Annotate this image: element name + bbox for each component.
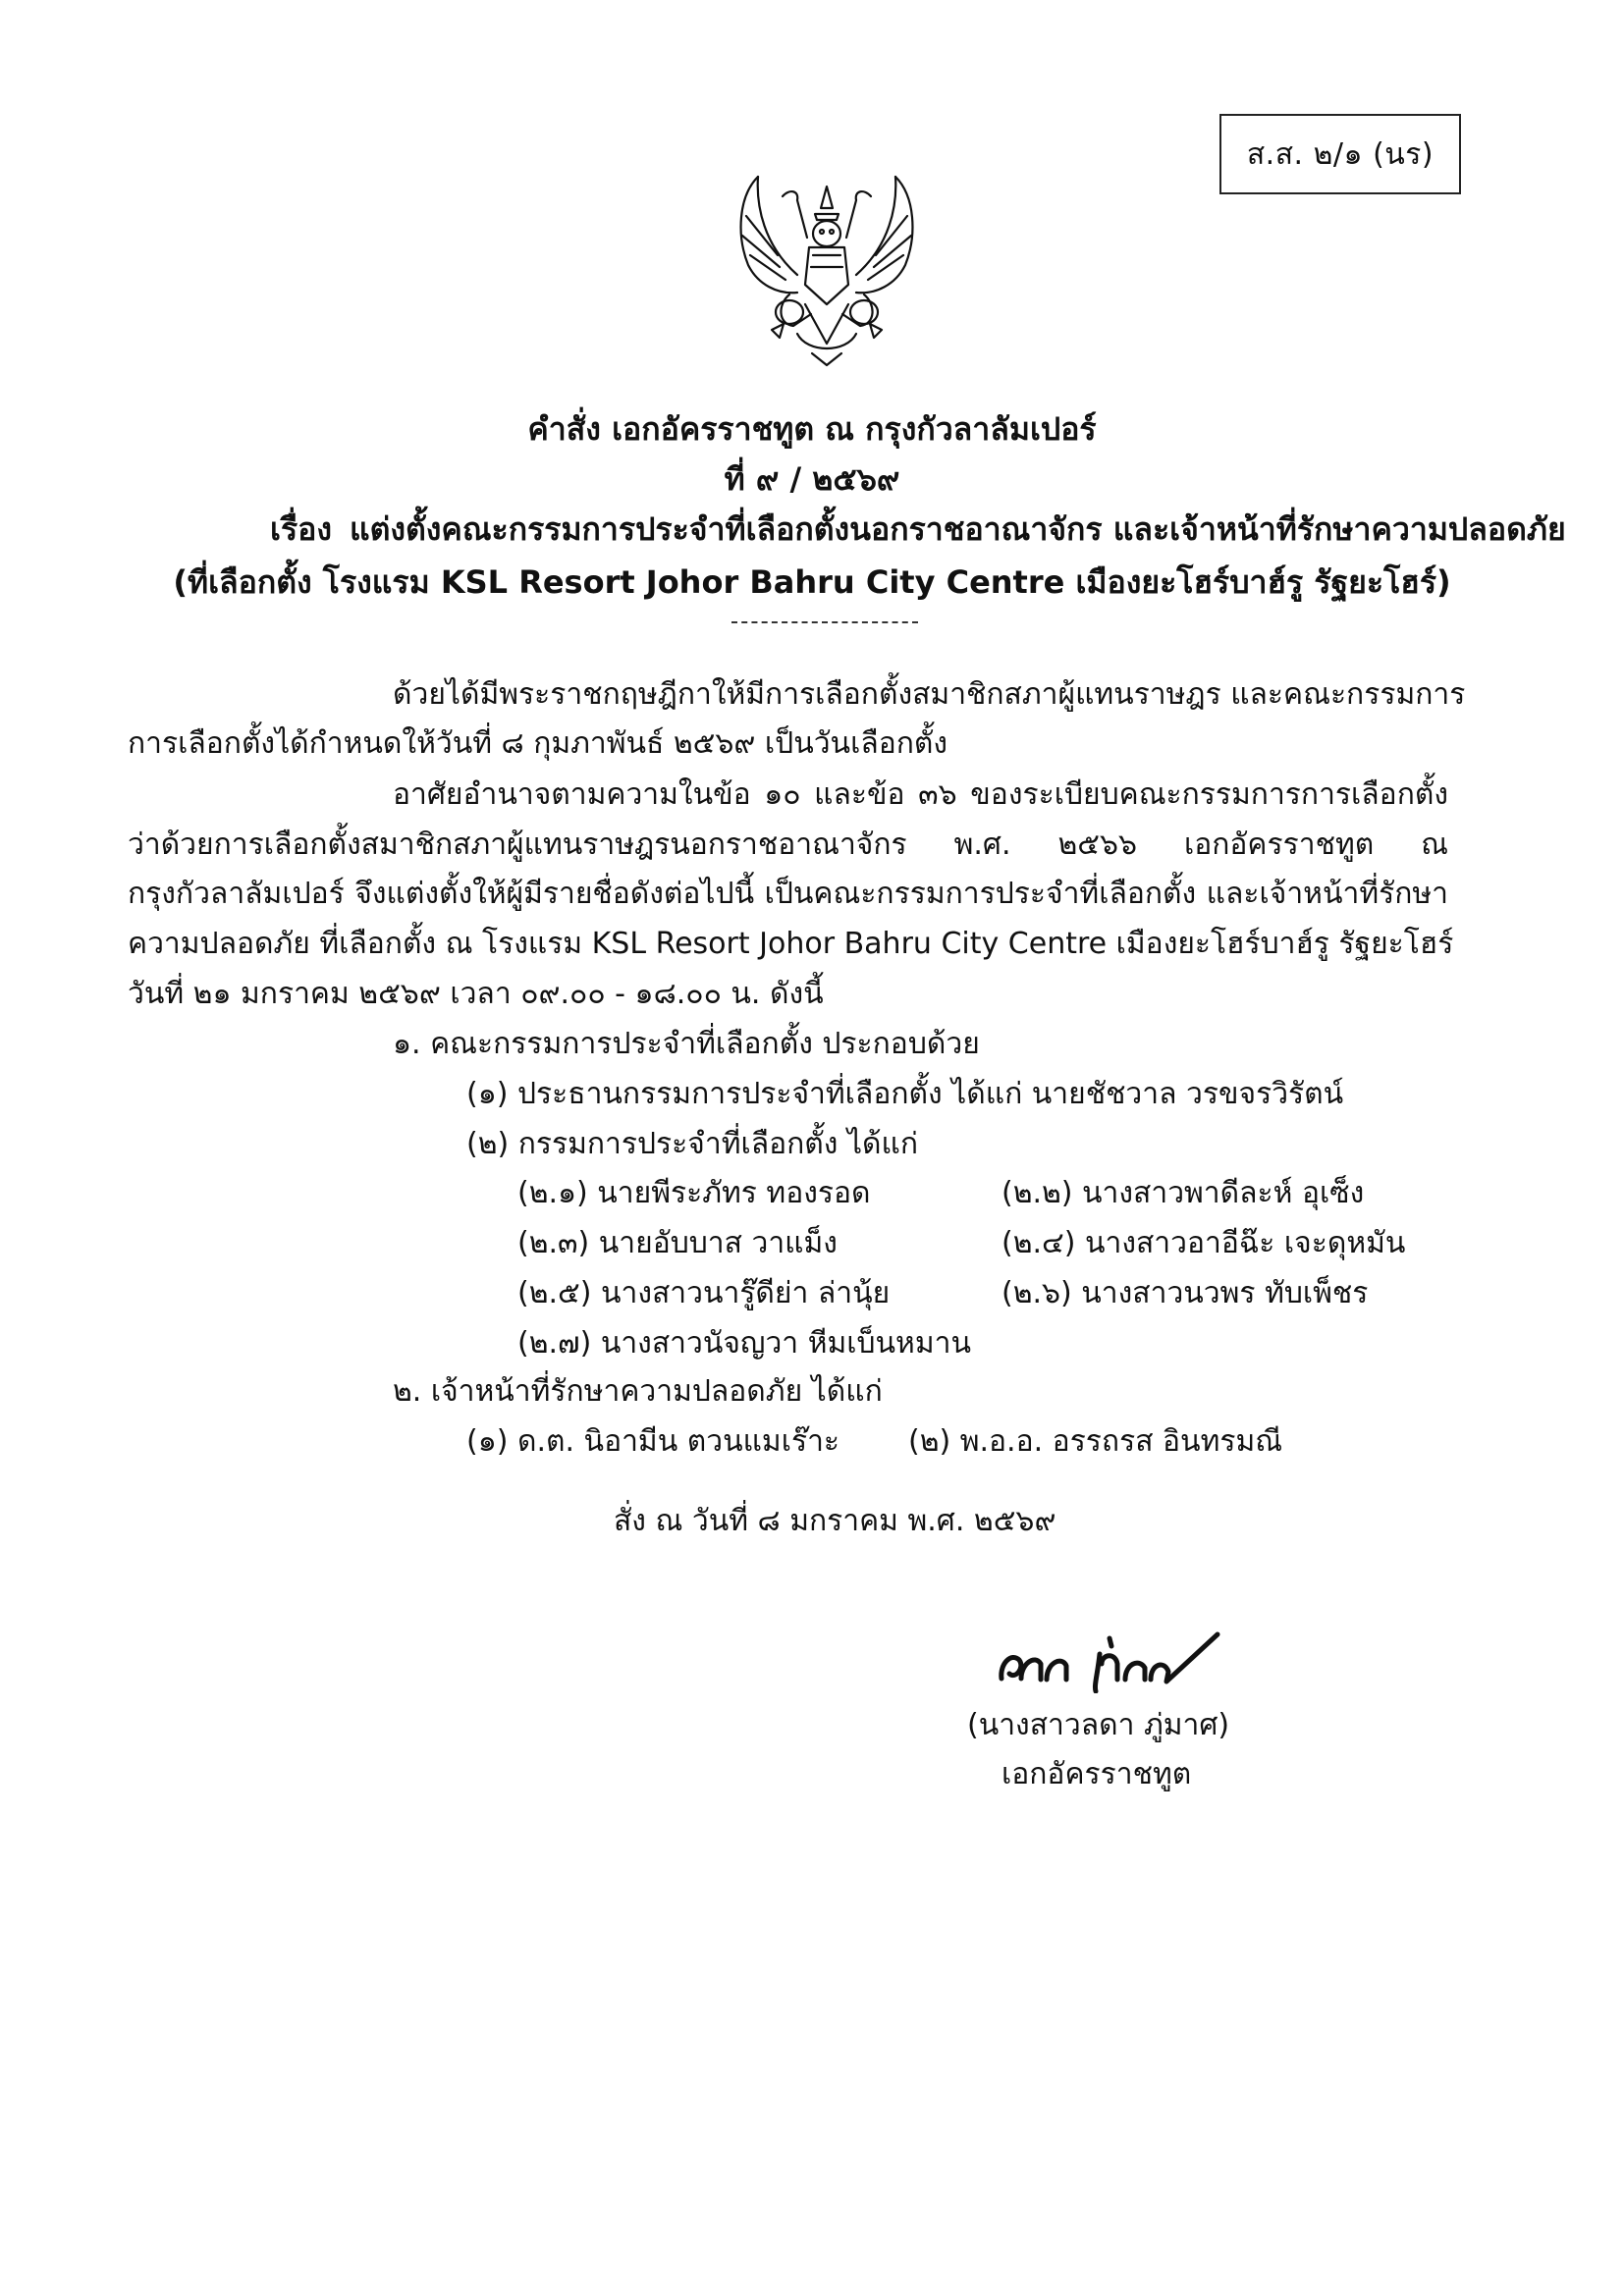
header-divider (731, 621, 918, 623)
officer-2: (๒) พ.อ.อ. อรรถรส อินทรมณี (908, 1424, 1283, 1459)
section1-heading: ๑. คณะกรรมการประจำที่เลือกตั้ง ประกอบด้วย (393, 1027, 980, 1061)
subject-label: เรื่อง (270, 510, 332, 548)
member-2-3: (๒.๓) นายอับบาส วาแม็ง (517, 1226, 838, 1260)
subject-line (270, 505, 1566, 555)
garuda-emblem-icon (729, 157, 925, 373)
signer-title: เอกอัครราชทูต (1001, 1757, 1192, 1791)
signature-icon (992, 1625, 1227, 1693)
para2-line3: กรุงกัวลาลัมเปอร์ จึงแต่งตั้งให้ผู้มีรายชื่อดังต่อไปนี้ เป็นคณะกรรมการประจำที่เลือกตั้ง และเจ้าหน้าที่รักษา (128, 877, 1448, 911)
para2-line5: วันที่ ๒๑ มกราคม ๒๕๖๙ เวลา ๐๙.๐๐ - ๑๘.๐๐ น. ดังนี้ (128, 977, 824, 1011)
form-code: ส.ส. ๒/๑ (นร) (1246, 136, 1435, 172)
member-2-4: (๒.๔) นางสาวอาอีฉ๊ะ เจะดุหมัน (1001, 1226, 1406, 1260)
subject-text: แต่งตั้งคณะกรรมการประจำที่เลือกตั้งนอกราชอาณาจักร และเจ้าหน้าที่รักษาความปลอดภัย (349, 510, 1566, 548)
signer-name: (นางสาวลดา ภู่มาศ) (967, 1708, 1230, 1742)
para2-line1: อาศัยอำนาจตามความในข้อ ๑๐ และข้อ ๓๖ ของระเบียบคณะกรรมการการเลือกตั้ง (393, 777, 1448, 812)
member-2-1: (๒.๑) นายพีระภัทร ทองรอด (517, 1176, 871, 1210)
officer-1: (๑) ด.ต. นิอามีน ตวนแมเร๊าะ (466, 1424, 840, 1459)
para2-line2: ว่าด้วยการเลือกตั้งสมาชิกสภาผู้แทนราษฎรนอกราชอาณาจักร พ.ศ. ๒๕๖๖ เอกอัครราชทูต ณ (128, 828, 1448, 862)
para1-line2: การเลือกตั้งได้กำหนดให้วันที่ ๘ กุมภาพันธ์ ๒๕๖๙ เป็นวันเลือกตั้ง (128, 726, 948, 761)
para1-line1: ด้วยได้มีพระราชกฤษฎีกาให้มีการเลือกตั้งสมาชิกสภาผู้แทนราษฎร และคณะกรรมการ (393, 677, 1466, 712)
member-2-7: (๒.๗) นางสาวนัจญวา หีมเบ็นหมาน (517, 1326, 971, 1361)
para2-line4: ความปลอดภัย ที่เลือกตั้ง ณ โรงแรม KSL Resort Johor Bahru City Centre เมืองยะโฮร์บาฮ์รู รัฐยะโฮร์ (128, 927, 1454, 961)
section1-members-heading: (๒) กรรมการประจำที่เลือกตั้ง ได้แก่ (466, 1127, 919, 1161)
member-2-2: (๒.๒) นางสาวพาดีละห์ อุเซ็ง (1001, 1176, 1365, 1210)
member-2-6: (๒.๖) นางสาวนวพร ทับเพ็ชร (1001, 1276, 1369, 1310)
form-code-box (1219, 114, 1461, 194)
ordered-date: สั่ง ณ วันที่ ๘ มกราคม พ.ศ. ๒๕๖๙ (614, 1504, 1056, 1538)
order-title: คำสั่ง เอกอัครราชทูต ณ กรุงกัวลาลัมเปอร์ (527, 410, 1097, 448)
order-number: ที่ ๙ / ๒๕๖๙ (724, 460, 900, 498)
member-2-5: (๒.๕) นางสาวนารู๊ดีย่า ล่านุ้ย (517, 1276, 891, 1310)
section2-heading: ๒. เจ้าหน้าที่รักษาความปลอดภัย ได้แก่ (393, 1374, 883, 1409)
section1-chair: (๑) ประธานกรรมการประจำที่เลือกตั้ง ได้แก่ นายชัชวาล วรขจรวิรัตน์ (466, 1077, 1344, 1111)
subject-location: (ที่เลือกตั้ง โรงแรม KSL Resort Johor Bahru City Centre เมืองยะโฮร์บาฮ์รู รัฐยะโฮร์) (173, 563, 1451, 601)
